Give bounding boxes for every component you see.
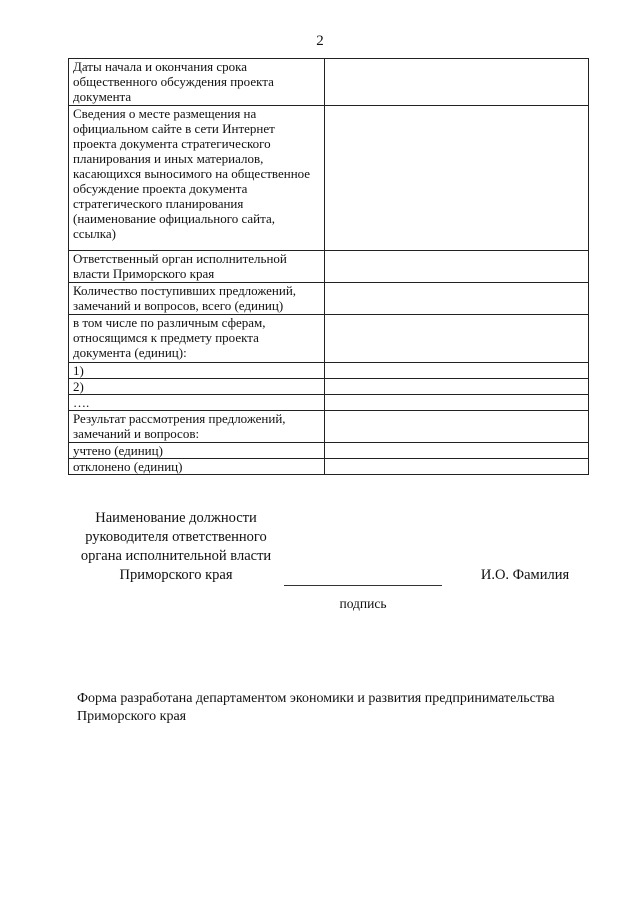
row-label: учтено (единиц)	[69, 443, 325, 459]
row-value	[325, 59, 589, 106]
signatory-position-line: Приморского края	[119, 567, 233, 583]
table-row	[69, 59, 589, 106]
row-label: 1)	[69, 363, 325, 379]
row-label: Ответственный орган исполнительной власти Приморского края	[69, 251, 325, 283]
table-row	[69, 459, 589, 475]
row-label: Количество поступивших предложений, замечаний и вопросов, всего (единиц)	[69, 283, 325, 315]
row-value	[325, 251, 589, 283]
row-label: ….	[69, 395, 325, 411]
signature-line	[284, 585, 442, 586]
discussion-results-table	[68, 58, 589, 475]
table-row	[69, 106, 589, 251]
row-value	[325, 283, 589, 315]
row-label: в том числе по различным сферам, относящимся к предмету проекта документа (единиц):	[69, 315, 325, 363]
form-author-note: Форма разработана департаментом экономики и развития предпринимательства Приморского края	[77, 691, 555, 724]
row-label: Даты начала и окончания срока общественного обсуждения проекта документа	[69, 59, 325, 106]
row-value	[325, 459, 589, 475]
row-value	[325, 395, 589, 411]
row-value	[325, 315, 589, 363]
signatory-position-line: Наименование должности	[95, 510, 257, 526]
row-value	[325, 411, 589, 443]
table-row	[69, 379, 589, 395]
table-row	[69, 251, 589, 283]
signature-caption: подпись	[339, 596, 387, 611]
row-label: Сведения о месте размещения на официальном сайте в сети Интернет проекта документа стратегического планирования и иных материалов, касающихся выносимого на общественное обсуждение проекта документа стратегического планирования (наименование официального сайта, ссылка)	[69, 106, 325, 251]
page-number: 2	[316, 33, 324, 49]
table-row	[69, 411, 589, 443]
signatory-position-line: руководителя ответственного	[85, 529, 267, 545]
signatory-position-line: органа исполнительной власти	[80, 548, 272, 564]
table-row	[69, 315, 589, 363]
row-value	[325, 363, 589, 379]
row-label: отклонено (единиц)	[69, 459, 325, 475]
row-value	[325, 106, 589, 251]
table-row	[69, 443, 589, 459]
row-label: Результат рассмотрения предложений, замечаний и вопросов:	[69, 411, 325, 443]
table-row	[69, 283, 589, 315]
row-value	[325, 379, 589, 395]
row-value	[325, 443, 589, 459]
signatory-position-title	[60, 509, 292, 585]
signatory-name: И.О. Фамилия	[480, 567, 570, 583]
table-row	[69, 363, 589, 379]
table-row	[69, 395, 589, 411]
row-label: 2)	[69, 379, 325, 395]
